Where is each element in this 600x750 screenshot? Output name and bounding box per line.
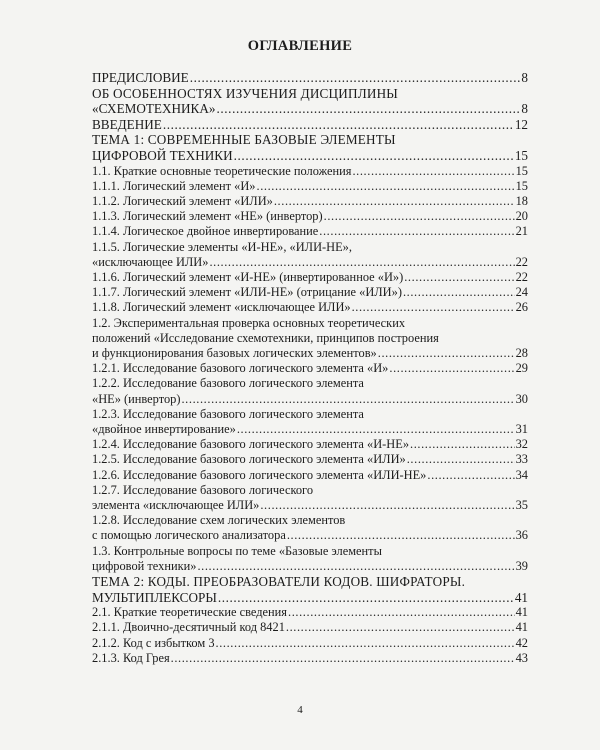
toc-entry-text: цифровой техники» xyxy=(92,558,197,573)
dot-leader xyxy=(410,437,515,452)
dot-leader xyxy=(319,224,514,239)
toc-entry xyxy=(92,164,528,179)
toc-entry-page: 8 xyxy=(521,70,528,85)
toc-entry-last-line xyxy=(92,361,528,376)
toc-entry xyxy=(92,620,528,635)
toc-entry-text: ПРЕДИСЛОВИЕ xyxy=(92,70,189,85)
dot-leader xyxy=(403,285,515,300)
toc-entry-text: 1.2.5. Исследование базового логического элемента «ИЛИ» xyxy=(92,452,406,467)
dot-leader xyxy=(171,651,515,666)
toc-entry-text: 2.1.3. Код Грея xyxy=(92,650,170,665)
toc-entry-page: 8 xyxy=(521,101,528,117)
toc-entry-page: 26 xyxy=(515,300,528,315)
toc-entry-page: 15 xyxy=(515,178,528,193)
dot-leader xyxy=(427,468,514,483)
dot-leader xyxy=(257,179,515,194)
toc-entry-last-line xyxy=(92,224,528,239)
toc-entry xyxy=(92,651,528,666)
toc-entry-page: 31 xyxy=(515,422,528,437)
toc-entry-last-line xyxy=(92,468,528,483)
toc-entry-text: «НЕ» (инвертор) xyxy=(92,391,181,406)
toc-entry-line: положений «Исследование схемотехники, принципов построения xyxy=(92,330,439,345)
toc-entry xyxy=(92,605,528,620)
toc-entry-text: МУЛЬТИПЛЕКСОРЫ xyxy=(92,589,217,605)
toc-entry-last-line xyxy=(92,164,528,179)
toc-entry-text: 1.1.4. Логическое двойное инвертирование xyxy=(92,224,319,239)
toc-entry-text: 2.1.2. Код с избытком 3 xyxy=(92,635,215,650)
toc-entry-page: 41 xyxy=(514,589,528,605)
toc-entry-page: 34 xyxy=(515,467,528,482)
toc-entry-text: 1.2.1. Исследование базового логического элемента «И» xyxy=(92,361,389,376)
toc-entry-last-line xyxy=(92,285,528,300)
dot-leader xyxy=(389,361,514,376)
toc-entry-last-line xyxy=(92,300,528,315)
toc-entry-line: 1.2.2. Исследование базового логического элемента xyxy=(92,376,364,391)
toc-entry-text: «СХЕМОТЕХНИКА» xyxy=(92,101,216,117)
dot-leader xyxy=(352,164,514,179)
toc-entry xyxy=(92,285,528,300)
toc-entry-last-line xyxy=(92,528,528,543)
toc-entry-last-line xyxy=(92,70,528,86)
toc-entry-text: 1.2.4. Исследование базового логического элемента «И-НЕ» xyxy=(92,437,410,452)
toc-entry-text: 1.2.6. Исследование базового логического элемента «ИЛИ-НЕ» xyxy=(92,467,427,482)
toc-entry xyxy=(92,70,528,86)
toc-entry xyxy=(92,270,528,285)
toc-entry-text: 1.1.7. Логический элемент «ИЛИ-НЕ» (отрицание «ИЛИ») xyxy=(92,285,402,300)
toc-entry-last-line xyxy=(92,437,528,452)
toc-entry xyxy=(92,300,528,315)
dot-leader xyxy=(407,452,515,467)
dot-leader xyxy=(378,346,515,361)
toc-entry-page: 39 xyxy=(515,558,528,573)
dot-leader xyxy=(352,300,515,315)
toc-entry-page: 41 xyxy=(515,620,528,635)
toc-entry xyxy=(92,117,528,133)
toc-entry-page: 36 xyxy=(515,528,528,543)
toc-entry xyxy=(92,437,528,452)
toc-entry-page: 30 xyxy=(515,391,528,406)
toc-entry-line: 1.1.5. Логические элементы «И-НЕ», «ИЛИ-НЕ», xyxy=(92,239,352,254)
dot-leader xyxy=(324,209,515,224)
dot-leader xyxy=(216,101,520,117)
toc-entry xyxy=(92,636,528,651)
dot-leader xyxy=(237,422,515,437)
toc-entry xyxy=(92,574,528,605)
toc-entry-last-line xyxy=(92,101,528,117)
toc-entry-text: ВВЕДЕНИЕ xyxy=(92,116,162,132)
toc-entry xyxy=(92,86,528,117)
toc-entry-last-line xyxy=(92,605,528,620)
page-title: ОГЛАВЛЕНИЕ xyxy=(247,38,353,54)
dot-leader xyxy=(404,270,514,285)
toc-entry xyxy=(92,376,528,406)
toc-entry-last-line xyxy=(92,179,528,194)
dot-leader xyxy=(274,194,515,209)
toc-entry-text: с помощью логического анализатора xyxy=(92,528,286,543)
toc-entry xyxy=(92,407,528,437)
dot-leader xyxy=(287,528,515,543)
toc-entry xyxy=(92,132,528,163)
toc-entry-last-line xyxy=(92,346,528,361)
toc-entry xyxy=(92,361,528,376)
toc-entry-last-line xyxy=(92,620,528,635)
toc-entry xyxy=(92,240,528,270)
toc-entry-page: 28 xyxy=(515,346,528,360)
toc-entry-page: 33 xyxy=(515,452,528,467)
toc-entry-line: ОБ ОСОБЕННОСТЯХ ИЗУЧЕНИЯ ДИСЦИПЛИНЫ xyxy=(92,85,399,101)
toc-entry xyxy=(92,316,528,362)
toc-entry-line: 1.3. Контрольные вопросы по теме «Базовые элементы xyxy=(92,543,382,558)
toc-entry xyxy=(92,513,528,543)
toc-entry-page: 15 xyxy=(515,163,528,178)
toc-entry-text: 2.1. Краткие теоретические сведения xyxy=(92,605,288,620)
toc-entry xyxy=(92,179,528,194)
dot-leader xyxy=(288,605,515,620)
toc-entry xyxy=(92,452,528,467)
toc-entry-text: 1.1.3. Логический элемент «НЕ» (инвертор) xyxy=(92,209,323,224)
dot-leader xyxy=(218,590,514,606)
toc-entry-last-line xyxy=(92,392,528,407)
toc-entry-last-line xyxy=(92,651,528,666)
toc-entry-line: ТЕМА 2: КОДЫ. ПРЕОБРАЗОВАТЕЛИ КОДОВ. ШИФРАТОРЫ. xyxy=(92,574,466,590)
toc-entry-text: «двойное инвертирование» xyxy=(92,422,236,437)
toc-entry-text: 1.1.2. Логический элемент «ИЛИ» xyxy=(92,193,273,208)
toc-entry-text: 2.1.1. Двоично-десятичный код 8421 xyxy=(92,620,285,635)
dot-leader xyxy=(190,70,521,86)
toc-entry-line: 1.2.3. Исследование базового логического элемента xyxy=(92,406,364,421)
toc-entry-last-line xyxy=(92,209,528,224)
dot-leader xyxy=(181,392,514,407)
toc-entry-last-line xyxy=(92,559,528,574)
toc-entry-text: 1.1. Краткие основные теоретические положения xyxy=(92,163,352,178)
page-number: 4 xyxy=(297,704,303,716)
toc-entry-page: 42 xyxy=(515,635,528,650)
toc-entry-text: «исключающее ИЛИ» xyxy=(92,254,209,269)
toc-entry xyxy=(92,483,528,513)
toc-entry-text: 1.1.1. Логический элемент «И» xyxy=(92,178,256,193)
toc-entry-text: 1.1.8. Логический элемент «исключающее ИЛИ» xyxy=(92,300,351,315)
toc-entry-page: 32 xyxy=(515,437,528,452)
toc-entry-page: 22 xyxy=(515,269,528,284)
toc-entry-text: и функционирования базовых логических элементов» xyxy=(92,346,377,360)
toc-entry-last-line xyxy=(92,422,528,437)
dot-leader xyxy=(260,498,514,513)
toc-entry-page: 20 xyxy=(515,209,528,224)
table-of-contents xyxy=(92,70,528,666)
toc-entry-page: 21 xyxy=(515,224,528,239)
toc-entry-last-line xyxy=(92,270,528,285)
dot-leader xyxy=(216,636,515,651)
toc-entry xyxy=(92,209,528,224)
toc-entry-page: 12 xyxy=(514,116,528,132)
toc-entry-line: ТЕМА 1: СОВРЕМЕННЫЕ БАЗОВЫЕ ЭЛЕМЕНТЫ xyxy=(92,132,396,148)
toc-entry-page: 43 xyxy=(515,650,528,665)
toc-entry-last-line xyxy=(92,452,528,467)
toc-entry-text: 1.1.6. Логический элемент «И-НЕ» (инвертированное «И») xyxy=(92,269,404,284)
dot-leader xyxy=(286,620,515,635)
toc-entry-last-line xyxy=(92,194,528,209)
toc-entry-text: ЦИФРОВОЙ ТЕХНИКИ xyxy=(92,147,233,163)
dot-leader xyxy=(209,255,514,270)
toc-entry-line: 1.2.7. Исследование базового логического xyxy=(92,482,314,497)
toc-entry-page: 24 xyxy=(515,285,528,300)
toc-entry xyxy=(92,544,528,574)
toc-entry xyxy=(92,194,528,209)
toc-entry-page: 41 xyxy=(515,605,528,620)
toc-entry-page: 15 xyxy=(514,147,528,163)
toc-entry-page: 35 xyxy=(515,498,528,513)
toc-entry-last-line xyxy=(92,117,528,133)
toc-entry-last-line xyxy=(92,636,528,651)
toc-entry-page: 18 xyxy=(515,193,528,208)
toc-entry-last-line xyxy=(92,498,528,513)
dot-leader xyxy=(234,148,514,164)
toc-entry-line: 1.2.8. Исследование схем логических элементов xyxy=(92,513,346,528)
toc-entry-page: 22 xyxy=(515,254,528,269)
toc-entry xyxy=(92,468,528,483)
dot-leader xyxy=(197,559,514,574)
toc-entry-text: элемента «исключающее ИЛИ» xyxy=(92,498,260,513)
toc-entry-last-line xyxy=(92,148,528,164)
toc-entry xyxy=(92,224,528,239)
dot-leader xyxy=(163,117,514,133)
toc-entry-page: 29 xyxy=(515,361,528,376)
toc-entry-last-line xyxy=(92,255,528,270)
toc-entry-last-line xyxy=(92,590,528,606)
toc-entry-line: 1.2. Экспериментальная проверка основных теоретических xyxy=(92,315,406,330)
